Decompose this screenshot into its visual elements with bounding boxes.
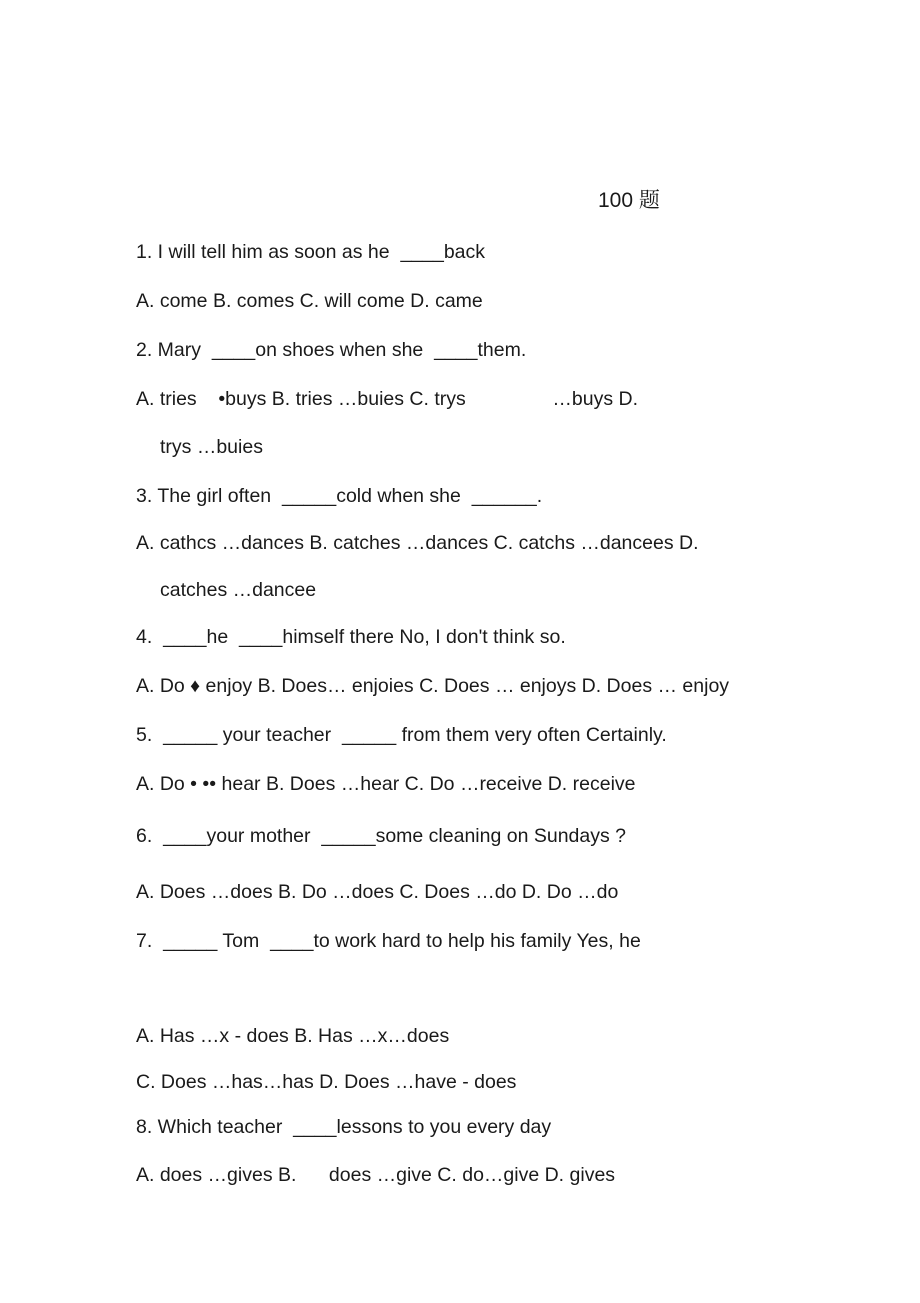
question-4: 4. ____he ____himself there No, I don't think so. [136, 626, 566, 648]
options-2: A. tries •buys B. tries …buies C. trys …buys D. [136, 388, 639, 410]
options-7-continued: C. Does …has…has D. Does …have - does [136, 1071, 517, 1093]
question-8: 8. Which teacher ____lessons to you every day [136, 1116, 552, 1138]
options-8: A. does …gives B. does …give C. do…give D. gives [136, 1164, 616, 1186]
question-7: 7. _____ Tom ____to work hard to help his family Yes, he [136, 930, 641, 952]
page-title: 100 题 [598, 189, 660, 212]
question-6: 6. ____your mother _____some cleaning on Sundays ? [136, 825, 626, 847]
question-1: 1. I will tell him as soon as he ____back [136, 241, 486, 263]
options-7: A. Has …x - does B. Has …x…does [136, 1025, 450, 1047]
options-6: A. Does …does B. Do …does C. Does …do D. Do …do [136, 881, 619, 903]
question-5: 5. _____ your teacher _____ from them very often Certainly. [136, 724, 667, 746]
question-3: 3. The girl often _____cold when she ______. [136, 485, 543, 507]
options-5: A. Do • •• hear B. Does …hear C. Do …receive D. receive [136, 773, 636, 795]
options-3: A. cathcs …dances B. catches …dances C. catchs …dancees D. [136, 532, 699, 554]
options-4: A. Do ♦ enjoy B. Does… enjoies C. Does … enjoys D. Does … enjoy [136, 675, 730, 697]
question-2: 2. Mary ____on shoes when she ____them. [136, 339, 527, 361]
options-1: A. come B. comes C. will come D. came [136, 290, 483, 312]
options-2-continued: trys …buies [160, 436, 263, 458]
options-3-continued: catches …dancee [160, 579, 317, 601]
